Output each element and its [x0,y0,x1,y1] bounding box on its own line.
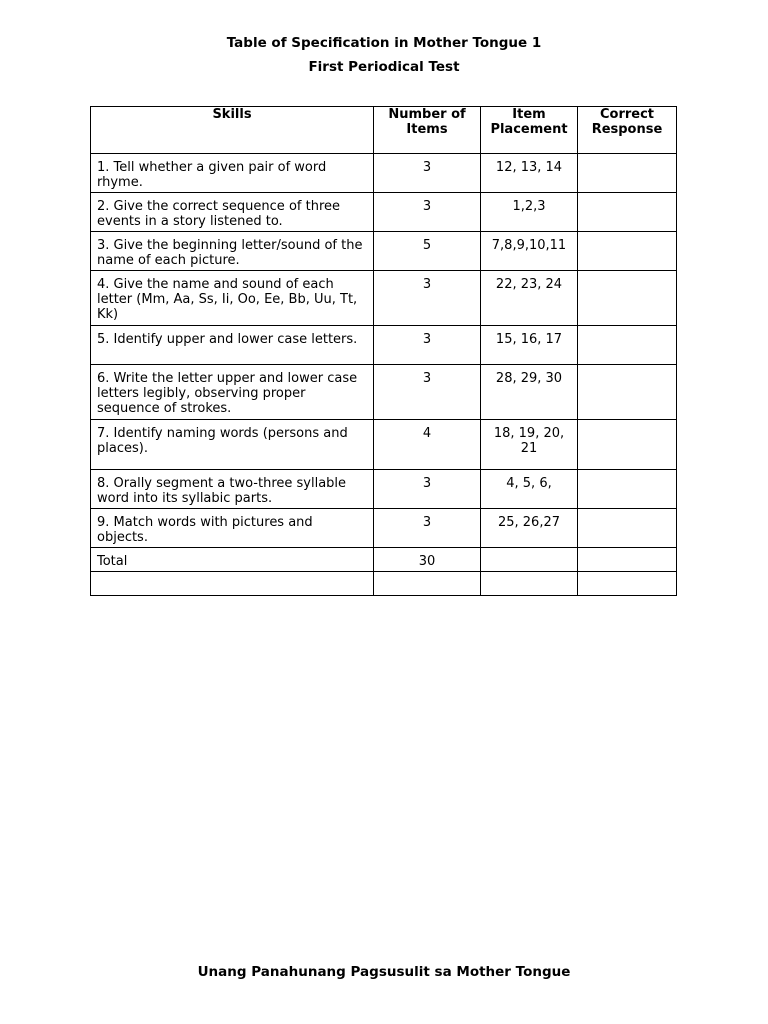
header-number-of-items: Number of Items [374,107,481,154]
document-title: Table of Specification in Mother Tongue 1 [226,35,542,51]
items-cell: 3 [374,326,481,365]
skill-cell: 4. Give the name and sound of each letter (Mm, Aa, Ss, Ii, Oo, Ee, Bb, Uu, Tt, Kk) [91,271,374,326]
placement-cell: 22, 23, 24 [481,271,578,326]
placement-cell: 25, 26,27 [481,509,578,548]
skill-cell: 5. Identify upper and lower case letters. [91,326,374,365]
skill-cell: 8. Orally segment a two-three syllable word into its syllabic parts. [91,470,374,509]
table-row [91,271,677,326]
header-item-placement: Item Placement [481,107,578,154]
placement-cell: 1,2,3 [481,193,578,232]
table-total-row [91,548,677,572]
table-row [91,365,677,420]
specification-table [90,106,677,596]
header-correct-response: Correct Response [578,107,677,154]
items-cell: 3 [374,365,481,420]
table-row [91,420,677,470]
table-empty-row [91,572,677,596]
skill-cell: 6. Write the letter upper and lower case letters legibly, observing proper sequence of strokes. [91,365,374,420]
document-footer: Unang Panahunang Pagsusulit sa Mother Tongue [197,964,571,980]
placement-cell: 7,8,9,10,11 [481,232,578,271]
empty-cell [481,572,578,596]
items-cell: 3 [374,154,481,193]
skill-cell: 7. Identify naming words (persons and places). [91,420,374,470]
table-row [91,232,677,271]
empty-cell [374,572,481,596]
skill-cell: 1. Tell whether a given pair of word rhyme. [91,154,374,193]
response-cell [578,232,677,271]
response-cell [578,365,677,420]
table-row [91,470,677,509]
response-cell [578,470,677,509]
placement-cell: 4, 5, 6, [481,470,578,509]
table-row [91,509,677,548]
table-row [91,326,677,365]
response-cell [578,193,677,232]
header-skills: Skills [91,107,374,154]
skill-cell: 3. Give the beginning letter/sound of the name of each picture. [91,232,374,271]
response-cell [578,420,677,470]
items-cell: 3 [374,193,481,232]
placement-cell: 15, 16, 17 [481,326,578,365]
placement-cell: 28, 29, 30 [481,365,578,420]
skill-cell: 2. Give the correct sequence of three events in a story listened to. [91,193,374,232]
items-cell: 3 [374,271,481,326]
empty-cell [578,572,677,596]
response-cell [578,154,677,193]
placement-cell: 18, 19, 20, 21 [481,420,578,470]
total-label-cell: Total [91,548,374,572]
response-cell [578,326,677,365]
document-subtitle: First Periodical Test [308,59,460,75]
table-row [91,193,677,232]
table-header-row [91,107,677,154]
skill-cell: 9. Match words with pictures and objects. [91,509,374,548]
total-response-cell [578,548,677,572]
response-cell [578,509,677,548]
empty-cell [91,572,374,596]
items-cell: 3 [374,509,481,548]
total-placement-cell [481,548,578,572]
items-cell: 3 [374,470,481,509]
items-cell: 4 [374,420,481,470]
table-row [91,154,677,193]
total-items-cell: 30 [374,548,481,572]
response-cell [578,271,677,326]
items-cell: 5 [374,232,481,271]
placement-cell: 12, 13, 14 [481,154,578,193]
